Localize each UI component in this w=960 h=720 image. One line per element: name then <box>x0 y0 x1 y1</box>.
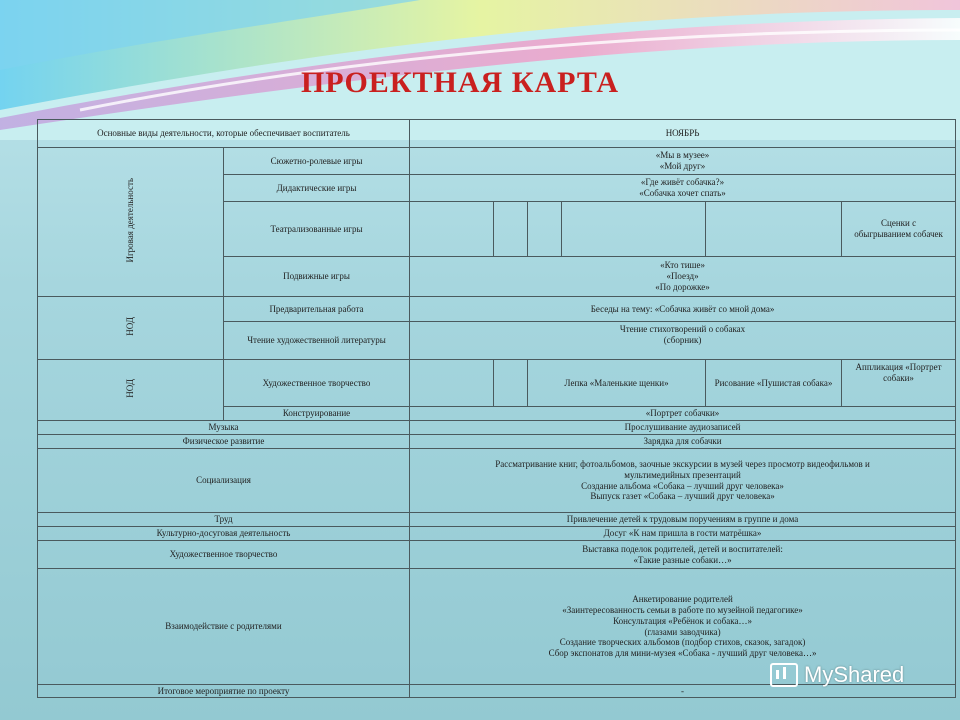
row-content: «Где живёт собачка?» «Собачка хочет спать» <box>410 175 956 202</box>
header-activities: Основные виды деятельности, которые обеспечивает воспитатель <box>38 120 410 148</box>
row-content: Рисование «Пушистая собака» <box>706 360 842 407</box>
row-label: Предварительная работа <box>224 297 410 322</box>
row-label: Дидактические игры <box>224 175 410 202</box>
row-label: Чтение художественной литературы <box>224 322 410 360</box>
row-content: Беседы на тему: «Собачка живёт со мной дома» <box>410 297 956 322</box>
row-label: Социализация <box>38 449 410 513</box>
row-content: Анкетирование родителей «Заинтересованность семьи в работе по музейной педагогике» Консультация «Ребёнок и собака…» (глазами заводчика) Создание творческих альбомов (подбор стихов, сказок, загадок) Сбор экспонатов для мини-музея «Собака - лучший друг человека…» <box>410 569 956 685</box>
row-content: - <box>410 685 956 698</box>
empty-cell <box>410 202 494 257</box>
row-content: Чтение стихотворений о собаках (сборник) <box>410 322 956 360</box>
empty-cell <box>528 202 562 257</box>
empty-cell <box>494 360 528 407</box>
page-title: ПРОЕКТНАЯ КАРТА <box>300 66 620 99</box>
row-label: Художественное творчество <box>224 360 410 407</box>
row-label: Итоговое мероприятие по проекту <box>38 685 410 698</box>
row-content: Выставка поделок родителей, детей и воспитателей: «Такие разные собаки…» <box>410 541 956 569</box>
row-content: Досуг «К нам пришла в гости матрёшка» <box>410 527 956 541</box>
row-label: Физическое развитие <box>38 435 410 449</box>
watermark-text: MyShared <box>804 662 905 687</box>
row-label: Культурно-досуговая деятельность <box>38 527 410 541</box>
row-content: Привлечение детей к трудовым поручениям в группе и дома <box>410 513 956 527</box>
header-month: НОЯБРЬ <box>410 120 956 148</box>
row-content: «Портрет собачки» <box>410 407 956 421</box>
row-content: Рассматривание книг, фотоальбомов, заочные экскурсии в музей через просмотр видеофильмов и мультимедийных презентаций Создание альбома «Собака – лучший друг человека» Выпуск газет «Собака – лучший друг человека» <box>410 449 956 513</box>
empty-cell <box>706 202 842 257</box>
group-play: Игровая деятельность <box>38 148 224 297</box>
row-label: Музыка <box>38 421 410 435</box>
group-nod-1: НОД <box>38 297 224 360</box>
row-label: Взаимодействие с родителями <box>38 569 410 685</box>
project-table <box>37 119 956 698</box>
row-label: Художественное творчество <box>38 541 410 569</box>
row-content: Зарядка для собачки <box>410 435 956 449</box>
empty-cell <box>562 202 706 257</box>
chart-icon <box>770 663 798 687</box>
empty-cell <box>410 360 494 407</box>
row-content: «Кто тише» «Поезд» «По дорожке» <box>410 257 956 297</box>
empty-cell <box>494 202 528 257</box>
row-label: Театрализованные игры <box>224 202 410 257</box>
row-label: Конструирование <box>224 407 410 421</box>
row-content: Аппликация «Портрет собаки» <box>842 360 956 407</box>
row-label: Труд <box>38 513 410 527</box>
row-content: Прослушивание аудиозаписей <box>410 421 956 435</box>
group-nod-2: НОД <box>38 360 224 421</box>
row-label: Сюжетно-ролевые игры <box>224 148 410 175</box>
header-row <box>38 120 956 148</box>
watermark-logo <box>770 662 904 688</box>
row-content: Лепка «Маленькие щенки» <box>528 360 706 407</box>
row-label: Подвижные игры <box>224 257 410 297</box>
row-content: «Мы в музее» «Мой друг» <box>410 148 956 175</box>
row-content: Сценки с обыгрыванием собачек <box>842 202 956 257</box>
